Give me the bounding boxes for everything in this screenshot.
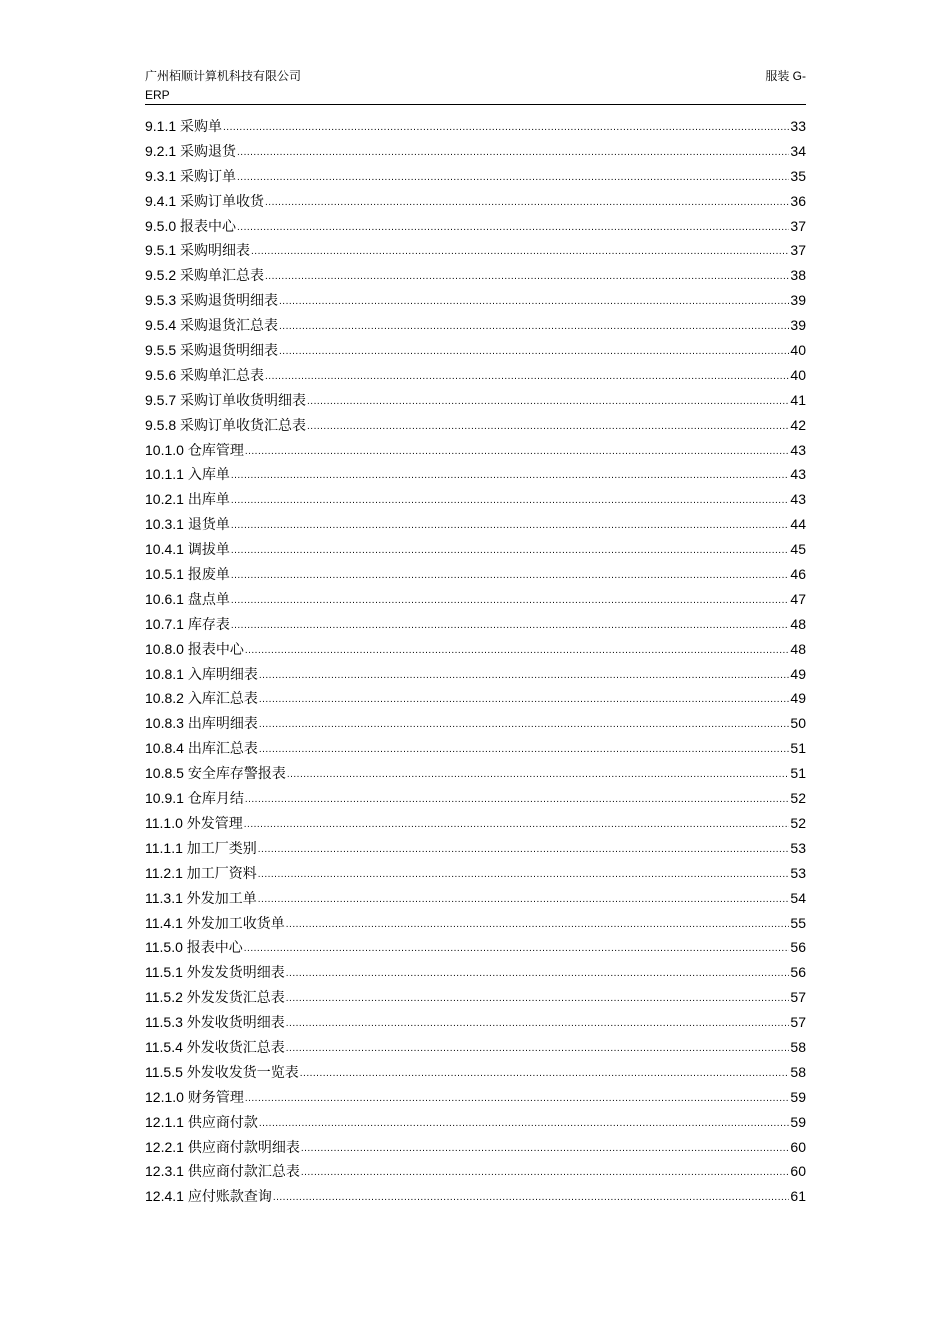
toc-entry-page-number: 45 <box>790 541 806 558</box>
toc-entry-title: 11.2.1 加工厂资料 <box>145 864 257 881</box>
toc-entry-page-number: 59 <box>790 1088 806 1105</box>
toc-entry-page-number: 55 <box>790 914 806 931</box>
toc-leader-dots <box>259 710 790 738</box>
toc-leader-dots <box>258 860 790 888</box>
toc-leader-dots <box>231 536 790 564</box>
toc-entry-title: 10.6.1 盘点单 <box>145 590 230 607</box>
toc-entry[interactable] <box>145 1135 806 1160</box>
toc-entry-page-number: 41 <box>790 391 806 408</box>
toc-entry-title: 9.5.1 采购明细表 <box>145 242 251 259</box>
toc-entry-page-number: 42 <box>790 416 806 433</box>
toc-entry-page-number: 35 <box>790 167 806 184</box>
toc-leader-dots <box>245 636 790 664</box>
toc-leader-dots <box>259 1109 790 1137</box>
toc-entry[interactable] <box>145 587 806 612</box>
toc-leader-dots <box>231 486 790 514</box>
toc-entry[interactable] <box>145 1085 806 1110</box>
toc-leader-dots <box>301 1134 790 1162</box>
toc-entry[interactable] <box>145 288 806 313</box>
toc-entry[interactable] <box>145 263 806 288</box>
toc-entry-title: 12.2.1 供应商付款明细表 <box>145 1138 300 1155</box>
toc-entry-title: 10.4.1 调拔单 <box>145 541 230 558</box>
toc-entry-page-number: 51 <box>790 765 806 782</box>
toc-entry-title: 10.1.1 入库单 <box>145 466 230 483</box>
toc-leader-dots <box>300 1059 790 1087</box>
toc-entry[interactable] <box>145 363 806 388</box>
toc-entry[interactable] <box>145 761 806 786</box>
toc-entry[interactable] <box>145 612 806 637</box>
toc-entry[interactable] <box>145 413 806 438</box>
toc-entry-page-number: 58 <box>790 1038 806 1055</box>
toc-entry-title: 9.5.0 报表中心 <box>145 217 237 234</box>
toc-entry-page-number: 58 <box>790 1063 806 1080</box>
toc-leader-dots <box>231 511 790 539</box>
toc-entry[interactable] <box>145 562 806 587</box>
product-name-continued: ERP <box>145 88 170 102</box>
toc-entry[interactable] <box>145 164 806 189</box>
toc-entry-title: 11.1.1 加工厂类别 <box>145 839 257 856</box>
toc-entry[interactable] <box>145 438 806 463</box>
toc-leader-dots <box>231 461 790 489</box>
toc-entry-title: 10.1.0 仓库管理 <box>145 441 244 458</box>
toc-entry[interactable] <box>145 338 806 363</box>
toc-entry-title: 9.3.1 采购订单 <box>145 167 237 184</box>
toc-entry-title: 10.8.5 安全库存警报表 <box>145 765 286 782</box>
toc-leader-dots <box>286 910 790 938</box>
toc-entry-page-number: 52 <box>790 790 806 807</box>
toc-entry[interactable] <box>145 861 806 886</box>
toc-entry-title: 9.4.1 采购订单收货 <box>145 192 265 209</box>
toc-entry[interactable] <box>145 313 806 338</box>
toc-entry-title: 10.8.1 入库明细表 <box>145 665 258 682</box>
toc-entry-title: 10.8.4 出库汇总表 <box>145 740 258 757</box>
toc-entry-page-number: 47 <box>790 590 806 607</box>
toc-entry-title: 11.5.3 外发收货明细表 <box>145 1014 285 1031</box>
toc-entry[interactable] <box>145 1159 806 1184</box>
toc-entry-title: 10.9.1 仓库月结 <box>145 790 244 807</box>
toc-entry-page-number: 49 <box>790 665 806 682</box>
toc-entry-page-number: 39 <box>790 317 806 334</box>
toc-leader-dots <box>245 785 790 813</box>
toc-entry-page-number: 61 <box>790 1188 806 1205</box>
toc-leader-dots <box>265 188 789 216</box>
toc-entry-page-number: 60 <box>790 1163 806 1180</box>
toc-entry-page-number: 36 <box>790 192 806 209</box>
toc-entry-title: 9.5.8 采购订单收货汇总表 <box>145 416 307 433</box>
toc-entry-page-number: 39 <box>790 292 806 309</box>
toc-entry[interactable] <box>145 662 806 687</box>
toc-entry-title: 9.1.1 采购单 <box>145 118 223 134</box>
toc-leader-dots <box>244 934 790 962</box>
company-name: 广州栢顺计算机科技有限公司 <box>145 69 302 83</box>
toc-leader-dots <box>279 312 789 340</box>
toc-entry-title: 10.3.1 退货单 <box>145 516 230 533</box>
toc-leader-dots <box>286 1034 790 1062</box>
toc-entry-page-number: 44 <box>790 516 806 533</box>
toc-entry-title: 9.5.5 采购退货明细表 <box>145 342 279 359</box>
toc-entry-page-number: 46 <box>790 566 806 583</box>
toc-entry-title: 11.3.1 外发加工单 <box>145 889 257 906</box>
toc-entry-title: 9.5.7 采购订单收货明细表 <box>145 391 307 408</box>
toc-leader-dots <box>259 685 790 713</box>
toc-entry[interactable] <box>145 388 806 413</box>
toc-entry-page-number: 51 <box>790 740 806 757</box>
toc-leader-dots <box>265 362 789 390</box>
toc-leader-dots <box>259 661 790 689</box>
toc-leader-dots <box>231 561 790 589</box>
toc-entry[interactable] <box>145 537 806 562</box>
toc-leader-dots <box>307 412 789 440</box>
toc-entry-title: 9.5.6 采购单汇总表 <box>145 366 265 383</box>
toc-leader-dots <box>245 437 790 465</box>
toc-entry[interactable] <box>145 1010 806 1035</box>
toc-entry-page-number: 57 <box>790 989 806 1006</box>
toc-leader-dots <box>237 138 789 166</box>
toc-entry-title: 10.8.3 出库明细表 <box>145 715 258 732</box>
toc-leader-dots <box>251 237 789 265</box>
toc-leader-dots <box>237 163 789 191</box>
toc-entry-title: 10.7.1 库存表 <box>145 615 230 632</box>
toc-entry-page-number: 59 <box>790 1113 806 1130</box>
header-rule <box>145 104 806 105</box>
table-of-contents <box>145 114 806 1209</box>
toc-leader-dots <box>258 835 790 863</box>
toc-entry[interactable] <box>145 139 806 164</box>
toc-leader-dots <box>273 1183 790 1211</box>
toc-leader-dots <box>307 387 789 415</box>
toc-leader-dots <box>287 760 790 788</box>
toc-leader-dots <box>223 113 789 141</box>
page-header <box>145 67 806 104</box>
toc-entry-page-number: 43 <box>790 491 806 508</box>
toc-entry-page-number: 43 <box>790 441 806 458</box>
toc-entry[interactable] <box>145 886 806 911</box>
toc-entry[interactable] <box>145 512 806 537</box>
toc-leader-dots <box>265 262 789 290</box>
toc-leader-dots <box>286 984 790 1012</box>
toc-entry-title: 11.5.0 报表中心 <box>145 939 243 956</box>
toc-entry-page-number: 56 <box>790 964 806 981</box>
toc-entry[interactable] <box>145 985 806 1010</box>
toc-entry-page-number: 37 <box>790 217 806 234</box>
toc-entry-page-number: 38 <box>790 267 806 284</box>
toc-entry-title: 9.2.1 采购退货 <box>145 142 237 159</box>
toc-entry-page-number: 48 <box>790 640 806 657</box>
toc-entry-page-number: 52 <box>790 814 806 831</box>
toc-entry-title: 12.4.1 应付账款查询 <box>145 1188 272 1205</box>
toc-entry[interactable] <box>145 935 806 960</box>
toc-entry-title: 11.5.2 外发发货汇总表 <box>145 989 285 1006</box>
toc-entry-title: 12.1.1 供应商付款 <box>145 1113 258 1130</box>
toc-entry[interactable] <box>145 214 806 239</box>
toc-entry[interactable] <box>145 462 806 487</box>
toc-entry-page-number: 33 <box>790 118 806 134</box>
toc-entry[interactable] <box>145 811 806 836</box>
toc-entry-title: 11.5.5 外发收发货一览表 <box>145 1063 299 1080</box>
toc-entry[interactable] <box>145 911 806 936</box>
toc-entry-page-number: 40 <box>790 366 806 383</box>
toc-leader-dots <box>279 337 789 365</box>
toc-entry-page-number: 60 <box>790 1138 806 1155</box>
toc-entry[interactable] <box>145 786 806 811</box>
toc-entry[interactable] <box>145 189 806 214</box>
toc-entry-page-number: 37 <box>790 242 806 259</box>
toc-entry[interactable] <box>145 711 806 736</box>
toc-entry-title: 10.8.0 报表中心 <box>145 640 244 657</box>
toc-leader-dots <box>279 287 789 315</box>
toc-entry-title: 9.5.4 采购退货汇总表 <box>145 317 279 334</box>
toc-entry-title: 11.4.1 外发加工收货单 <box>145 914 285 931</box>
toc-entry[interactable] <box>145 960 806 985</box>
toc-entry[interactable] <box>145 836 806 861</box>
toc-entry-page-number: 34 <box>790 142 806 159</box>
toc-entry-title: 10.5.1 报废单 <box>145 566 230 583</box>
toc-entry[interactable] <box>145 1060 806 1085</box>
toc-entry-title: 12.1.0 财务管理 <box>145 1088 244 1105</box>
toc-leader-dots <box>245 1084 790 1112</box>
toc-entry-title: 10.8.2 入库汇总表 <box>145 690 258 707</box>
toc-entry-title: 11.5.1 外发发货明细表 <box>145 964 285 981</box>
toc-entry-page-number: 50 <box>790 715 806 732</box>
toc-entry[interactable] <box>145 736 806 761</box>
toc-entry[interactable] <box>145 114 806 139</box>
toc-entry-page-number: 54 <box>790 889 806 906</box>
toc-leader-dots <box>237 213 789 241</box>
toc-entry-page-number: 49 <box>790 690 806 707</box>
toc-entry-page-number: 40 <box>790 342 806 359</box>
toc-entry[interactable] <box>145 1184 806 1209</box>
toc-entry-title: 11.5.4 外发收货汇总表 <box>145 1038 285 1055</box>
product-name: 服装 G- <box>765 69 806 83</box>
toc-leader-dots <box>231 611 790 639</box>
toc-leader-dots <box>244 810 790 838</box>
toc-entry[interactable] <box>145 637 806 662</box>
toc-entry-title: 10.2.1 出库单 <box>145 491 230 508</box>
toc-entry-title: 9.5.3 采购退货明细表 <box>145 292 279 309</box>
toc-leader-dots <box>286 1009 790 1037</box>
toc-entry-page-number: 56 <box>790 939 806 956</box>
toc-entry-title: 9.5.2 采购单汇总表 <box>145 267 265 284</box>
toc-leader-dots <box>258 885 790 913</box>
toc-leader-dots <box>301 1158 790 1186</box>
toc-entry-title: 11.1.0 外发管理 <box>145 814 243 831</box>
toc-entry[interactable] <box>145 487 806 512</box>
toc-entry-title: 12.3.1 供应商付款汇总表 <box>145 1163 300 1180</box>
toc-entry-page-number: 43 <box>790 466 806 483</box>
toc-entry[interactable] <box>145 1035 806 1060</box>
toc-leader-dots <box>231 586 790 614</box>
toc-entry[interactable] <box>145 1110 806 1135</box>
toc-entry[interactable] <box>145 238 806 263</box>
toc-entry-page-number: 48 <box>790 615 806 632</box>
toc-entry[interactable] <box>145 686 806 711</box>
toc-leader-dots <box>286 959 790 987</box>
toc-leader-dots <box>259 735 790 763</box>
toc-entry-page-number: 57 <box>790 1014 806 1031</box>
toc-entry-page-number: 53 <box>790 839 806 856</box>
toc-entry-page-number: 53 <box>790 864 806 881</box>
